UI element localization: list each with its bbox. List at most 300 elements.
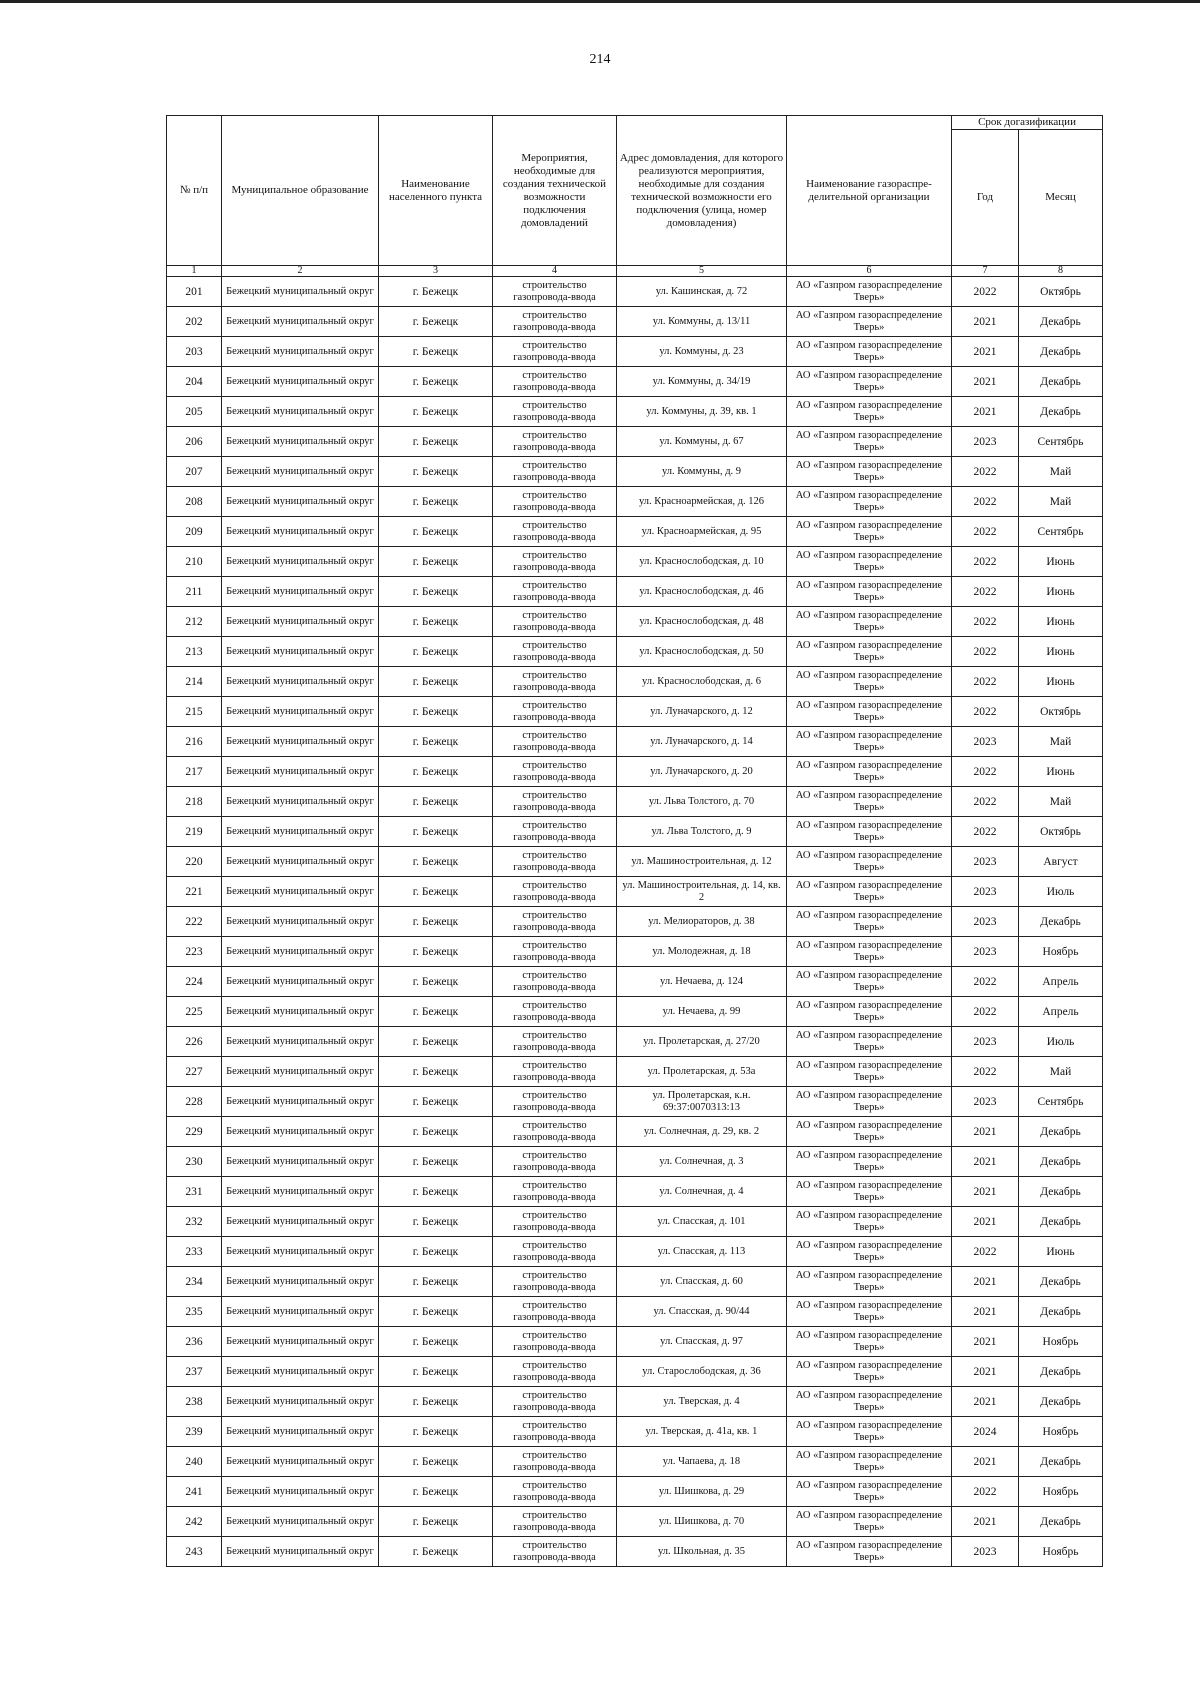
row-number: 214: [167, 667, 222, 697]
row-number: 204: [167, 367, 222, 397]
row-number: 212: [167, 607, 222, 637]
organization-cell: АО «Газпром газораспределение Тверь»: [787, 787, 952, 817]
address-cell: ул. Чапаева, д. 18: [617, 1447, 787, 1477]
month-cell: Ноябрь: [1019, 1537, 1103, 1567]
table-row: [167, 1537, 1103, 1567]
row-number: 242: [167, 1507, 222, 1537]
organization-cell: АО «Газпром газораспределение Тверь»: [787, 637, 952, 667]
address-cell: ул. Старослободская, д. 36: [617, 1357, 787, 1387]
year-cell: 2021: [952, 1507, 1019, 1537]
column-number: 8: [1019, 266, 1103, 277]
table-row: [167, 457, 1103, 487]
page-number: 214: [589, 52, 611, 67]
municipality-cell: Бежецкий муниципальный округ: [222, 637, 379, 667]
measure-cell: строительство газопровода-ввода: [493, 1417, 617, 1447]
settlement-cell: г. Бежецк: [379, 427, 493, 457]
year-cell: 2022: [952, 277, 1019, 307]
address-cell: ул. Солнечная, д. 29, кв. 2: [617, 1117, 787, 1147]
municipality-cell: Бежецкий муниципальный округ: [222, 1117, 379, 1147]
month-cell: Ноябрь: [1019, 1327, 1103, 1357]
table-row: [167, 1507, 1103, 1537]
year-cell: 2021: [952, 307, 1019, 337]
row-number: 217: [167, 757, 222, 787]
organization-cell: АО «Газпром газораспределение Тверь»: [787, 727, 952, 757]
measure-cell: строительство газопровода-ввода: [493, 847, 617, 877]
settlement-cell: г. Бежецк: [379, 487, 493, 517]
table-row: [167, 847, 1103, 877]
settlement-cell: г. Бежецк: [379, 1507, 493, 1537]
address-cell: ул. Тверская, д. 41а, кв. 1: [617, 1417, 787, 1447]
year-cell: 2023: [952, 847, 1019, 877]
address-cell: ул. Краснослободская, д. 6: [617, 667, 787, 697]
address-cell: ул. Краснослободская, д. 48: [617, 607, 787, 637]
address-cell: ул. Коммуны, д. 23: [617, 337, 787, 367]
header-number: № п/п: [167, 116, 222, 266]
organization-cell: АО «Газпром газораспределение Тверь»: [787, 1327, 952, 1357]
row-number: 227: [167, 1057, 222, 1087]
year-cell: 2021: [952, 1207, 1019, 1237]
table-row: [167, 517, 1103, 547]
year-cell: 2022: [952, 457, 1019, 487]
settlement-cell: г. Бежецк: [379, 697, 493, 727]
settlement-cell: г. Бежецк: [379, 517, 493, 547]
table-row: [167, 1327, 1103, 1357]
table-row: [167, 1177, 1103, 1207]
municipality-cell: Бежецкий муниципальный округ: [222, 847, 379, 877]
municipality-cell: Бежецкий муниципальный округ: [222, 277, 379, 307]
table-row: [167, 727, 1103, 757]
organization-cell: АО «Газпром газораспределение Тверь»: [787, 367, 952, 397]
settlement-cell: г. Бежецк: [379, 397, 493, 427]
address-cell: ул. Машиностроительная, д. 14, кв. 2: [617, 877, 787, 907]
measure-cell: строительство газопровода-ввода: [493, 1207, 617, 1237]
measure-cell: строительство газопровода-ввода: [493, 907, 617, 937]
table-row: [167, 817, 1103, 847]
organization-cell: АО «Газпром газораспределение Тверь»: [787, 547, 952, 577]
organization-cell: АО «Газпром газораспределение Тверь»: [787, 1147, 952, 1177]
year-cell: 2021: [952, 1177, 1019, 1207]
address-cell: ул. Мелиораторов, д. 38: [617, 907, 787, 937]
table-row: [167, 427, 1103, 457]
municipality-cell: Бежецкий муниципальный округ: [222, 427, 379, 457]
month-cell: Декабрь: [1019, 397, 1103, 427]
municipality-cell: Бежецкий муниципальный округ: [222, 1207, 379, 1237]
settlement-cell: г. Бежецк: [379, 817, 493, 847]
month-cell: Ноябрь: [1019, 1417, 1103, 1447]
address-cell: ул. Луначарского, д. 12: [617, 697, 787, 727]
settlement-cell: г. Бежецк: [379, 337, 493, 367]
municipality-cell: Бежецкий муниципальный округ: [222, 457, 379, 487]
settlement-cell: г. Бежецк: [379, 757, 493, 787]
settlement-cell: г. Бежецк: [379, 607, 493, 637]
year-cell: 2021: [952, 397, 1019, 427]
column-number: 2: [222, 266, 379, 277]
measure-cell: строительство газопровода-ввода: [493, 1237, 617, 1267]
organization-cell: АО «Газпром газораспределение Тверь»: [787, 1117, 952, 1147]
row-number: 240: [167, 1447, 222, 1477]
municipality-cell: Бежецкий муниципальный округ: [222, 667, 379, 697]
measure-cell: строительство газопровода-ввода: [493, 727, 617, 757]
organization-cell: АО «Газпром газораспределение Тверь»: [787, 1057, 952, 1087]
measure-cell: строительство газопровода-ввода: [493, 637, 617, 667]
month-cell: Июнь: [1019, 667, 1103, 697]
month-cell: Ноябрь: [1019, 1477, 1103, 1507]
settlement-cell: г. Бежецк: [379, 1117, 493, 1147]
municipality-cell: Бежецкий муниципальный округ: [222, 607, 379, 637]
address-cell: ул. Пролетарская, д. 53а: [617, 1057, 787, 1087]
settlement-cell: г. Бежецк: [379, 367, 493, 397]
month-cell: Май: [1019, 487, 1103, 517]
month-cell: Май: [1019, 727, 1103, 757]
table-row: [167, 307, 1103, 337]
table-row: [167, 787, 1103, 817]
settlement-cell: г. Бежецк: [379, 1267, 493, 1297]
year-cell: 2021: [952, 1447, 1019, 1477]
measure-cell: строительство газопровода-ввода: [493, 817, 617, 847]
table-row: [167, 967, 1103, 997]
settlement-cell: г. Бежецк: [379, 457, 493, 487]
organization-cell: АО «Газпром газораспределение Тверь»: [787, 1357, 952, 1387]
row-number: 239: [167, 1417, 222, 1447]
month-cell: Июнь: [1019, 637, 1103, 667]
municipality-cell: Бежецкий муниципальный округ: [222, 1027, 379, 1057]
month-cell: Май: [1019, 457, 1103, 487]
municipality-cell: Бежецкий муниципальный округ: [222, 1267, 379, 1297]
address-cell: ул. Луначарского, д. 20: [617, 757, 787, 787]
measure-cell: строительство газопровода-ввода: [493, 307, 617, 337]
table-row: [167, 1267, 1103, 1297]
municipality-cell: Бежецкий муниципальный округ: [222, 1327, 379, 1357]
row-number: 233: [167, 1237, 222, 1267]
organization-cell: АО «Газпром газораспределение Тверь»: [787, 1477, 952, 1507]
row-number: 207: [167, 457, 222, 487]
row-number: 226: [167, 1027, 222, 1057]
table-row: [167, 937, 1103, 967]
month-cell: Декабрь: [1019, 1117, 1103, 1147]
month-cell: Август: [1019, 847, 1103, 877]
column-number: 3: [379, 266, 493, 277]
organization-cell: АО «Газпром газораспределение Тверь»: [787, 877, 952, 907]
table-row: [167, 337, 1103, 367]
month-cell: Май: [1019, 787, 1103, 817]
table-row: [167, 1117, 1103, 1147]
measure-cell: строительство газопровода-ввода: [493, 1117, 617, 1147]
municipality-cell: Бежецкий муниципальный округ: [222, 817, 379, 847]
year-cell: 2022: [952, 1057, 1019, 1087]
measure-cell: строительство газопровода-ввода: [493, 1087, 617, 1117]
header-settlement: Наименование населенного пункта: [379, 116, 493, 266]
municipality-cell: Бежецкий муниципальный округ: [222, 1177, 379, 1207]
municipality-cell: Бежецкий муниципальный округ: [222, 937, 379, 967]
organization-cell: АО «Газпром газораспределение Тверь»: [787, 487, 952, 517]
row-number: 216: [167, 727, 222, 757]
organization-cell: АО «Газпром газораспределение Тверь»: [787, 397, 952, 427]
row-number: 238: [167, 1387, 222, 1417]
organization-cell: АО «Газпром газораспределение Тверь»: [787, 1237, 952, 1267]
address-cell: ул. Нечаева, д. 99: [617, 997, 787, 1027]
municipality-cell: Бежецкий муниципальный округ: [222, 1237, 379, 1267]
month-cell: Декабрь: [1019, 1207, 1103, 1237]
year-cell: 2022: [952, 1237, 1019, 1267]
address-cell: ул. Спасская, д. 101: [617, 1207, 787, 1237]
measure-cell: строительство газопровода-ввода: [493, 487, 617, 517]
measure-cell: строительство газопровода-ввода: [493, 1327, 617, 1357]
month-cell: Декабрь: [1019, 1357, 1103, 1387]
address-cell: ул. Спасская, д. 97: [617, 1327, 787, 1357]
address-cell: ул. Кашинская, д. 72: [617, 277, 787, 307]
organization-cell: АО «Газпром газораспределение Тверь»: [787, 1387, 952, 1417]
municipality-cell: Бежецкий муниципальный округ: [222, 487, 379, 517]
row-number: 211: [167, 577, 222, 607]
table-row: [167, 1477, 1103, 1507]
row-number: 206: [167, 427, 222, 457]
measure-cell: строительство газопровода-ввода: [493, 277, 617, 307]
table-row: [167, 397, 1103, 427]
row-number: 235: [167, 1297, 222, 1327]
organization-cell: АО «Газпром газораспределение Тверь»: [787, 337, 952, 367]
settlement-cell: г. Бежецк: [379, 307, 493, 337]
settlement-cell: г. Бежецк: [379, 967, 493, 997]
year-cell: 2022: [952, 577, 1019, 607]
table-row: [167, 907, 1103, 937]
settlement-cell: г. Бежецк: [379, 1357, 493, 1387]
month-cell: Октябрь: [1019, 697, 1103, 727]
month-cell: Декабрь: [1019, 1267, 1103, 1297]
header-month: Месяц: [1019, 130, 1103, 266]
municipality-cell: Бежецкий муниципальный округ: [222, 757, 379, 787]
measure-cell: строительство газопровода-ввода: [493, 967, 617, 997]
municipality-cell: Бежецкий муниципальный округ: [222, 517, 379, 547]
organization-cell: АО «Газпром газораспределение Тверь»: [787, 1177, 952, 1207]
table-row: [167, 607, 1103, 637]
year-cell: 2022: [952, 1477, 1019, 1507]
settlement-cell: г. Бежецк: [379, 997, 493, 1027]
table-row: [167, 757, 1103, 787]
organization-cell: АО «Газпром газораспределение Тверь»: [787, 427, 952, 457]
measure-cell: строительство газопровода-ввода: [493, 1537, 617, 1567]
header-organization: Наименование газораспре-делительной организации: [787, 116, 952, 266]
measure-cell: строительство газопровода-ввода: [493, 667, 617, 697]
year-cell: 2023: [952, 1087, 1019, 1117]
month-cell: Май: [1019, 1057, 1103, 1087]
municipality-cell: Бежецкий муниципальный округ: [222, 1447, 379, 1477]
header-address: Адрес домовладения, для которого реализуются мероприятия, необходимые для создания технической возможности его подключения (улица, номер домовладения): [617, 116, 787, 266]
municipality-cell: Бежецкий муниципальный округ: [222, 787, 379, 817]
row-number: 203: [167, 337, 222, 367]
organization-cell: АО «Газпром газораспределение Тверь»: [787, 517, 952, 547]
address-cell: ул. Машиностроительная, д. 12: [617, 847, 787, 877]
municipality-cell: Бежецкий муниципальный округ: [222, 1477, 379, 1507]
municipality-cell: Бежецкий муниципальный округ: [222, 1507, 379, 1537]
municipality-cell: Бежецкий муниципальный округ: [222, 307, 379, 337]
municipality-cell: Бежецкий муниципальный округ: [222, 727, 379, 757]
table-row: [167, 367, 1103, 397]
organization-cell: АО «Газпром газораспределение Тверь»: [787, 697, 952, 727]
table-row: [167, 1297, 1103, 1327]
column-number: 1: [167, 266, 222, 277]
settlement-cell: г. Бежецк: [379, 1027, 493, 1057]
year-cell: 2021: [952, 337, 1019, 367]
month-cell: Сентябрь: [1019, 1087, 1103, 1117]
year-cell: 2022: [952, 787, 1019, 817]
address-cell: ул. Красноармейская, д. 95: [617, 517, 787, 547]
month-cell: Июнь: [1019, 577, 1103, 607]
settlement-cell: г. Бежецк: [379, 787, 493, 817]
row-number: 234: [167, 1267, 222, 1297]
organization-cell: АО «Газпром газораспределение Тверь»: [787, 1297, 952, 1327]
address-cell: ул. Пролетарская, д. 27/20: [617, 1027, 787, 1057]
row-number: 243: [167, 1537, 222, 1567]
organization-cell: АО «Газпром газораспределение Тверь»: [787, 1087, 952, 1117]
address-cell: ул. Коммуны, д. 34/19: [617, 367, 787, 397]
month-cell: Октябрь: [1019, 277, 1103, 307]
year-cell: 2021: [952, 1267, 1019, 1297]
measure-cell: строительство газопровода-ввода: [493, 547, 617, 577]
measure-cell: строительство газопровода-ввода: [493, 457, 617, 487]
header-municipality: Муниципальное образование: [222, 116, 379, 266]
municipality-cell: Бежецкий муниципальный округ: [222, 1387, 379, 1417]
settlement-cell: г. Бежецк: [379, 1447, 493, 1477]
year-cell: 2023: [952, 937, 1019, 967]
header-deadline-group: Срок догазификации: [952, 116, 1103, 130]
municipality-cell: Бежецкий муниципальный округ: [222, 1297, 379, 1327]
row-number: 228: [167, 1087, 222, 1117]
address-cell: ул. Краснослободская, д. 50: [617, 637, 787, 667]
row-number: 236: [167, 1327, 222, 1357]
settlement-cell: г. Бежецк: [379, 1177, 493, 1207]
address-cell: ул. Коммуны, д. 9: [617, 457, 787, 487]
settlement-cell: г. Бежецк: [379, 1087, 493, 1117]
address-cell: ул. Спасская, д. 113: [617, 1237, 787, 1267]
year-cell: 2022: [952, 757, 1019, 787]
year-cell: 2021: [952, 1387, 1019, 1417]
table-row: [167, 1147, 1103, 1177]
organization-cell: АО «Газпром газораспределение Тверь»: [787, 607, 952, 637]
row-number: 201: [167, 277, 222, 307]
row-number: 229: [167, 1117, 222, 1147]
address-cell: ул. Тверская, д. 4: [617, 1387, 787, 1417]
address-cell: ул. Коммуны, д. 39, кв. 1: [617, 397, 787, 427]
year-cell: 2022: [952, 967, 1019, 997]
table-row: [167, 877, 1103, 907]
month-cell: Апрель: [1019, 997, 1103, 1027]
month-cell: Сентябрь: [1019, 427, 1103, 457]
table-row: [167, 277, 1103, 307]
municipality-cell: Бежецкий муниципальный округ: [222, 1357, 379, 1387]
address-cell: ул. Солнечная, д. 3: [617, 1147, 787, 1177]
organization-cell: АО «Газпром газораспределение Тверь»: [787, 1447, 952, 1477]
address-cell: ул. Нечаева, д. 124: [617, 967, 787, 997]
year-cell: 2021: [952, 367, 1019, 397]
settlement-cell: г. Бежецк: [379, 547, 493, 577]
row-number: 223: [167, 937, 222, 967]
column-number: 5: [617, 266, 787, 277]
year-cell: 2021: [952, 1147, 1019, 1177]
municipality-cell: Бежецкий муниципальный округ: [222, 1537, 379, 1567]
row-number: 213: [167, 637, 222, 667]
municipality-cell: Бежецкий муниципальный округ: [222, 907, 379, 937]
address-cell: ул. Школьная, д. 35: [617, 1537, 787, 1567]
organization-cell: АО «Газпром газораспределение Тверь»: [787, 577, 952, 607]
settlement-cell: г. Бежецк: [379, 1327, 493, 1357]
row-number: 241: [167, 1477, 222, 1507]
measure-cell: строительство газопровода-ввода: [493, 697, 617, 727]
month-cell: Декабрь: [1019, 1447, 1103, 1477]
municipality-cell: Бежецкий муниципальный округ: [222, 547, 379, 577]
year-cell: 2022: [952, 547, 1019, 577]
address-cell: ул. Красноармейская, д. 126: [617, 487, 787, 517]
header-measures: Мероприятия, необходимые для создания технической возможности подключения домовладений: [493, 116, 617, 266]
month-cell: Декабрь: [1019, 307, 1103, 337]
row-number: 208: [167, 487, 222, 517]
organization-cell: АО «Газпром газораспределение Тверь»: [787, 307, 952, 337]
organization-cell: АО «Газпром газораспределение Тверь»: [787, 997, 952, 1027]
year-cell: 2022: [952, 697, 1019, 727]
year-cell: 2022: [952, 667, 1019, 697]
row-number: 232: [167, 1207, 222, 1237]
row-number: 218: [167, 787, 222, 817]
organization-cell: АО «Газпром газораспределение Тверь»: [787, 667, 952, 697]
address-cell: ул. Коммуны, д. 67: [617, 427, 787, 457]
table-row: [167, 1237, 1103, 1267]
settlement-cell: г. Бежецк: [379, 1207, 493, 1237]
organization-cell: АО «Газпром газораспределение Тверь»: [787, 907, 952, 937]
month-cell: Декабрь: [1019, 1507, 1103, 1537]
row-number: 237: [167, 1357, 222, 1387]
measure-cell: строительство газопровода-ввода: [493, 1177, 617, 1207]
measure-cell: строительство газопровода-ввода: [493, 607, 617, 637]
settlement-cell: г. Бежецк: [379, 1417, 493, 1447]
month-cell: Июль: [1019, 877, 1103, 907]
municipality-cell: Бежецкий муниципальный округ: [222, 577, 379, 607]
settlement-cell: г. Бежецк: [379, 577, 493, 607]
settlement-cell: г. Бежецк: [379, 667, 493, 697]
month-cell: Октябрь: [1019, 817, 1103, 847]
month-cell: Декабрь: [1019, 1147, 1103, 1177]
year-cell: 2024: [952, 1417, 1019, 1447]
organization-cell: АО «Газпром газораспределение Тверь»: [787, 757, 952, 787]
address-cell: ул. Льва Толстого, д. 70: [617, 787, 787, 817]
table-row: [167, 1357, 1103, 1387]
measure-cell: строительство газопровода-ввода: [493, 397, 617, 427]
month-cell: Декабрь: [1019, 337, 1103, 367]
settlement-cell: г. Бежецк: [379, 277, 493, 307]
address-cell: ул. Пролетарская, к.н. 69:37:0070313:13: [617, 1087, 787, 1117]
gasification-table: [166, 115, 1103, 1567]
settlement-cell: г. Бежецк: [379, 937, 493, 967]
year-cell: 2023: [952, 907, 1019, 937]
year-cell: 2023: [952, 1027, 1019, 1057]
month-cell: Декабрь: [1019, 907, 1103, 937]
table-row: [167, 577, 1103, 607]
year-cell: 2023: [952, 727, 1019, 757]
measure-cell: строительство газопровода-ввода: [493, 577, 617, 607]
table-row: [167, 487, 1103, 517]
row-number: 205: [167, 397, 222, 427]
row-number: 202: [167, 307, 222, 337]
measure-cell: строительство газопровода-ввода: [493, 1387, 617, 1417]
year-cell: 2023: [952, 877, 1019, 907]
settlement-cell: г. Бежецк: [379, 907, 493, 937]
settlement-cell: г. Бежецк: [379, 1537, 493, 1567]
organization-cell: АО «Газпром газораспределение Тверь»: [787, 1507, 952, 1537]
organization-cell: АО «Газпром газораспределение Тверь»: [787, 1027, 952, 1057]
settlement-cell: г. Бежецк: [379, 877, 493, 907]
month-cell: Сентябрь: [1019, 517, 1103, 547]
row-number: 222: [167, 907, 222, 937]
settlement-cell: г. Бежецк: [379, 1477, 493, 1507]
year-cell: 2022: [952, 637, 1019, 667]
